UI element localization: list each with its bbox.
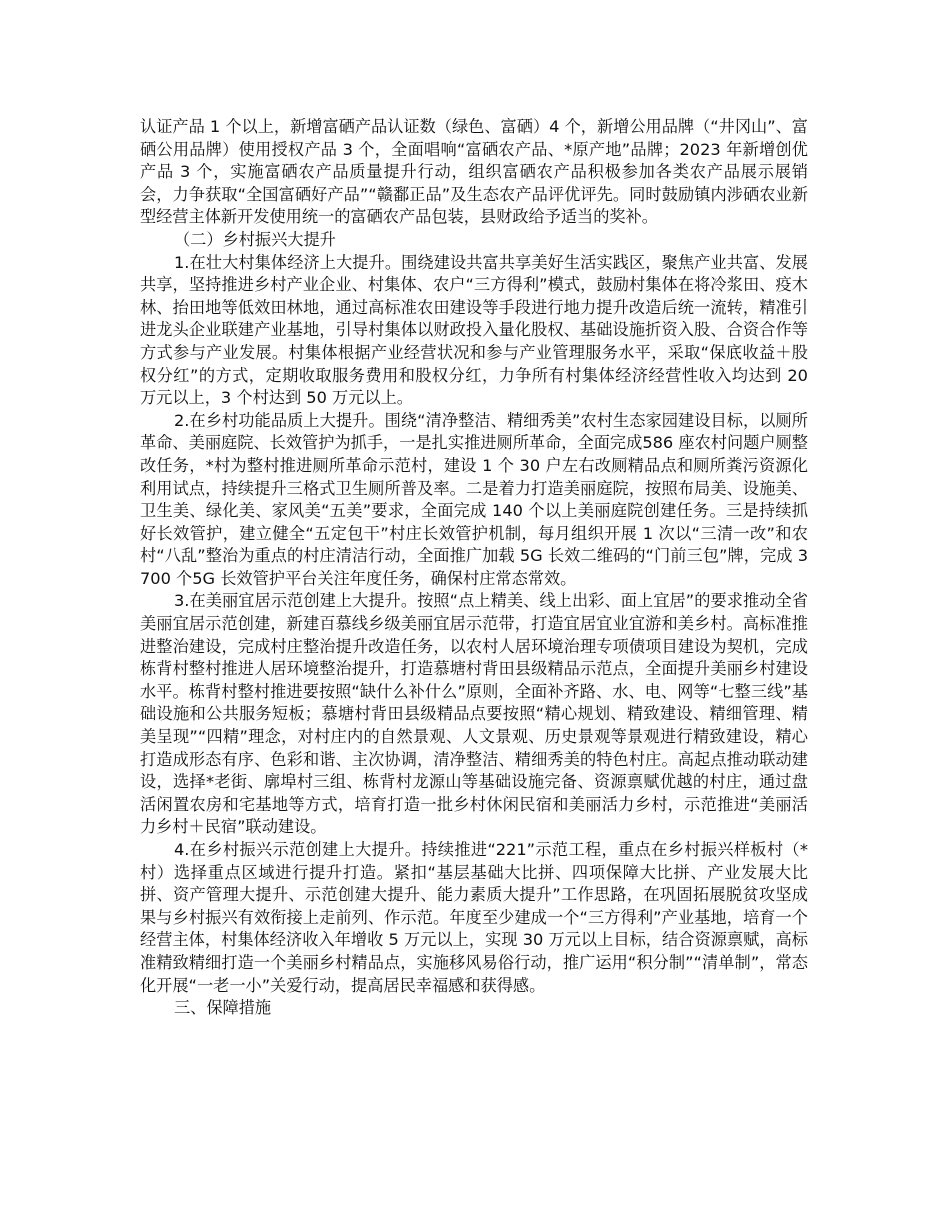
section-heading-safeguard-measures: 三、保障措施: [174, 998, 272, 1018]
paragraph-product-certification: 认证产品 1 个以上，新增富硒产品认证数（绿色、富硒）4 个，新增公用品牌（“井冈山”、富硒公用品牌）使用授权产品 3 个，全面唱响“富硒农产品、*原产地”品牌；2023 年新增创优产品 3 个，实施富硒农产品质量提升行动，组织富硒农产品积极参加各类农产品展示展销会，力争获取“全国富硒好产品”“赣鄱正品”及生态农产品评优评先。同时鼓励镇内涉硒农业新型经营主体新开发使用统一的富硒农产品包装，县财政给予适当的奖补。: [140, 117, 808, 227]
paragraph-rural-function-quality: 2.在乡村功能品质上大提升。围绕“清净整洁、精细秀美”农村生态家园建设目标，以厕所革命、美丽庭院、长效管护为抓手，一是扎实推进厕所革命，全面完成586 座农村问题户厕整改任务，*村为整村推进厕所革命示范村，建设 1 个 30 户左右改厕精品点和厕所粪污资源化利用试点，持续提升三格式卫生厕所普及率。二是着力打造美丽庭院，按照布局美、设施美、卫生美、绿化美、家风美“五美”要求，全面完成 140 个以上美丽庭院创建任务。三是持续抓好长效管护，建立健全“五定包干”村庄长效管护机制，每月组织开展 1 次以“三清一改”和农村“八乱”整治为重点的村庄清洁行动，全面推广加载 5G 长效二维码的“门前三包”牌，完成 3700 个5G 长效管护平台关注年度任务，确保村庄常态常效。: [140, 410, 808, 588]
section-heading-rural-revitalization: （二）乡村振兴大提升: [174, 229, 336, 249]
paragraph-collective-economy: 1.在壮大村集体经济上大提升。围绕建设共富共享美好生活实践区，聚焦产业共富、发展共享，坚持推进乡村产业企业、村集体、农户“三方得利”模式，鼓励村集体在将冷浆田、疫木林、抬田地等低效田林地，通过高标准农田建设等手段进行地力提升改造后统一流转，精准引进龙头企业联建产业基地，引导村集体以财政投入量化股权、基础设施折资入股、合资合作等方式参与产业发展。村集体根据产业经营状况和参与产业管理服务水平，采取“保底收益＋股权分红”的方式，定期收取服务费用和股权分红，力争所有村集体经济经营性收入均达到 20 万元以上，3 个村达到 50 万元以上。: [140, 252, 808, 408]
paragraph-revitalization-demonstration: 4.在乡村振兴示范创建上大提升。持续推进“221”示范工程，重点在乡村振兴样板村（*村）选择重点区域进行提升打造。紧扣“基层基础大比拼、四项保障大比拼、产业发展大比拼、资产管理大提升、示范创建大提升、能力素质大提升”工作思路，在巩固拓展脱贫攻坚成果与乡村振兴有效衔接上走前列、作示范。年度至少建成一个“三方得利”产业基地，培育一个经营主体，村集体经济收入年增收 5 万元以上，实现 30 万元以上目标，结合资源禀赋，高标准精致精细打造一个美丽乡村精品点，实施移风易俗行动，推广运用“积分制”“清单制”，常态化开展“一老一小”关爱行动，提高居民幸福感和获得感。: [140, 840, 808, 995]
document-body: [140, 116, 808, 1020]
paragraph-livable-demonstration: 3.在美丽宜居示范创建上大提升。按照“点上精美、线上出彩、面上宜居”的要求推动全省美丽宜居示范创建，新建百慕线乡级美丽宜居示范带，打造宜居宜业宜游和美乡村。高标准推进整治建设，完成村庄整治提升改造任务，以农村人居环境治理专项债项目建设为契机，完成栋背村整村推进人居环境整治提升，打造慕塘村背田县级精品示范点，全面提升美丽乡村建设水平。栋背村整村推进要按照“缺什么补什么”原则，全面补齐路、水、电、网等“七整三线”基础设施和公共服务短板；慕塘村背田县级精品点要按照“精心规划、精致建设、精细管理、精美呈现”“四精”理念，对村庄内的自然景观、人文景观、历史景观等景观进行精致建设，精心打造成形态有序、色彩和谐、主次协调，清净整洁、精细秀美的特色村庄。高起点推动联动建设，选择*老街、廓埠村三组、栋背村龙源山等基础设施完备、资源禀赋优越的村庄，通过盘活闲置农房和宅基地等方式，培育打造一批乡村休闲民宿和美丽活力乡村，示范推进“美丽活力乡村＋民宿”联动建设。: [140, 591, 808, 837]
